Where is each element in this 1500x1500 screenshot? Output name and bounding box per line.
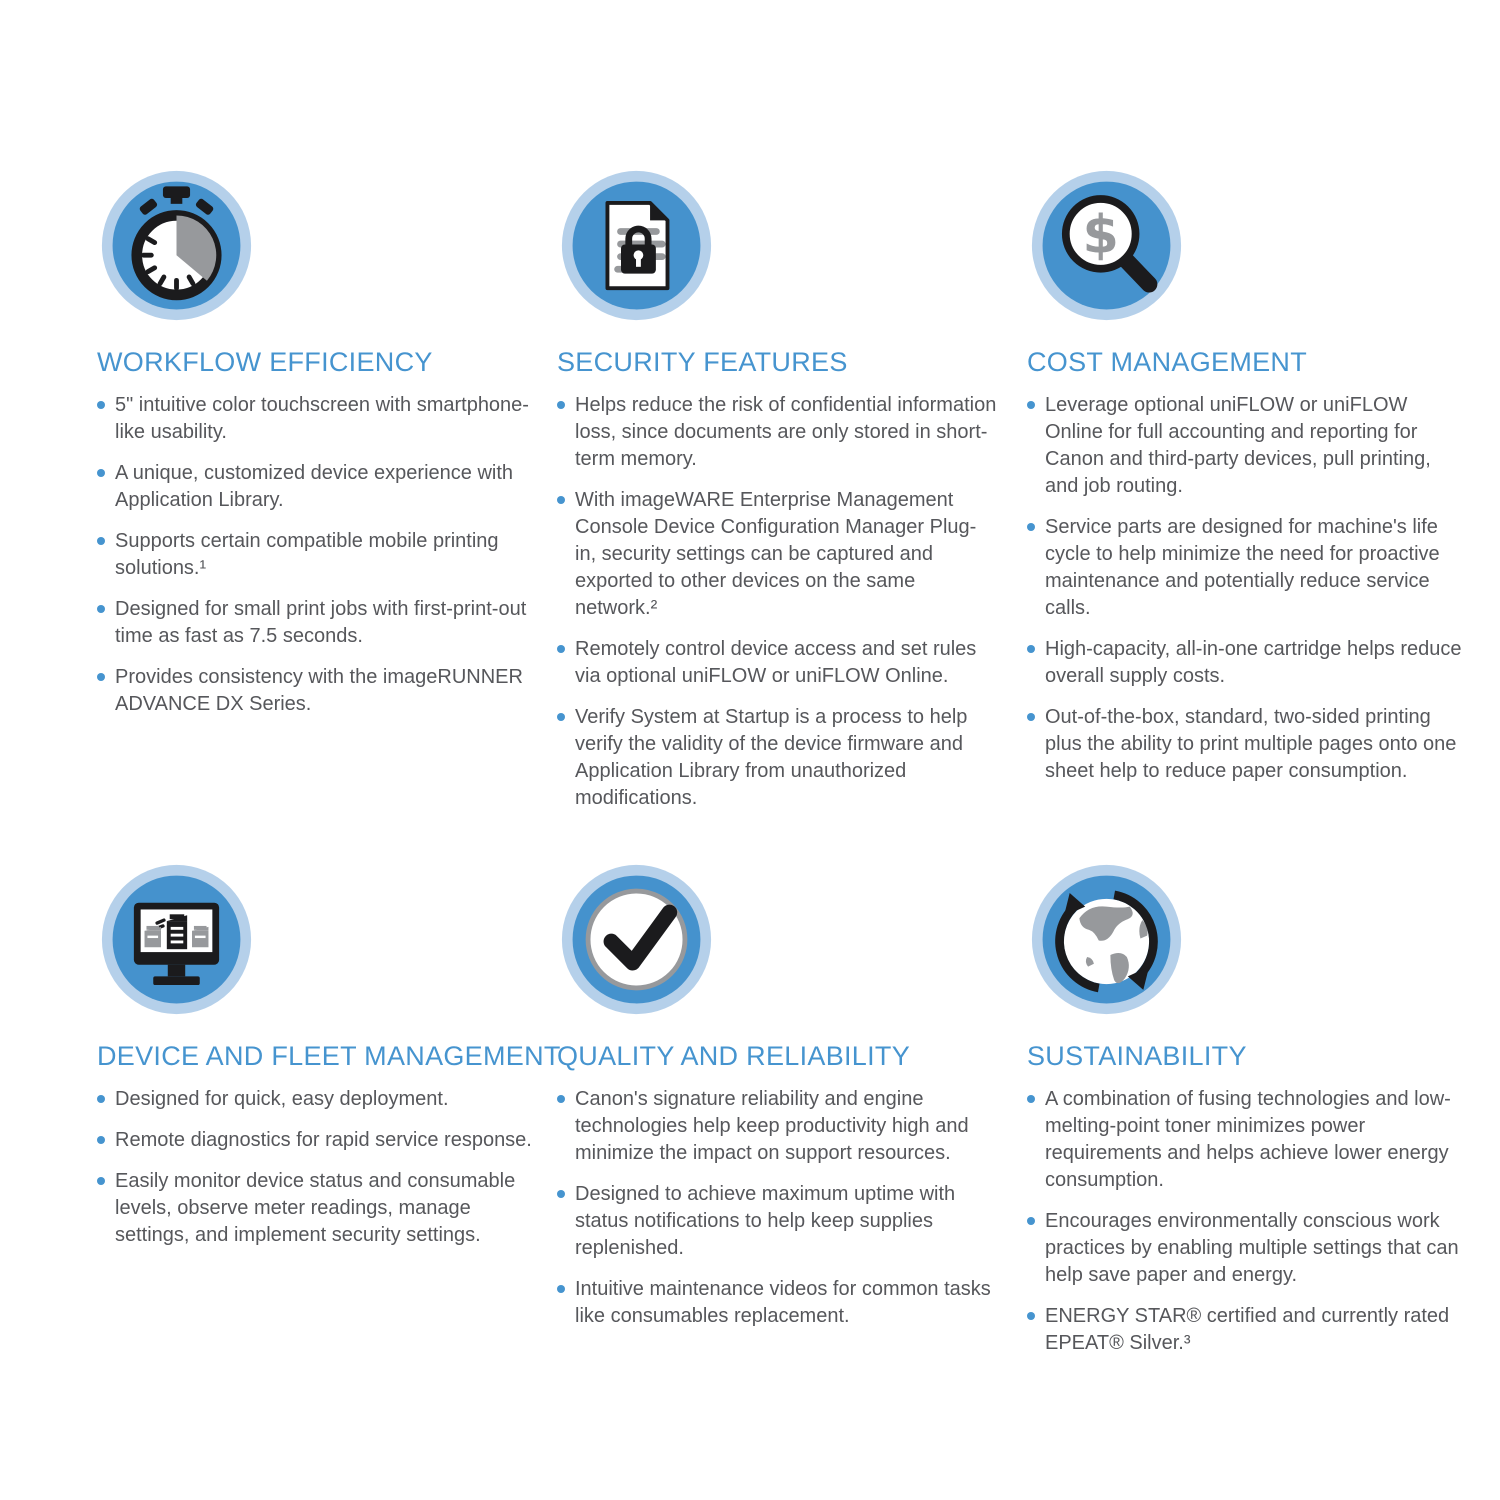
section-title: QUALITY AND RELIABILITY [557, 1041, 911, 1071]
bullet-dot [1027, 1312, 1035, 1320]
bullet-dot [557, 1095, 565, 1103]
bullet-dot [97, 673, 105, 681]
bullet-dot [1027, 401, 1035, 409]
bullet-dot [557, 713, 565, 721]
bullet-item: With imageWARE Enterprise Management Console Device Configuration Manager Plug-in, security settings can be captured and exported to other devices on the same network.² [557, 487, 997, 622]
bullet-dot [97, 401, 105, 409]
bullet-dot [97, 1095, 105, 1103]
bullet-list [97, 392, 537, 718]
bullet-dot [557, 401, 565, 409]
bullet-item: Intuitive maintenance videos for common tasks like consumables replacement. [557, 1276, 997, 1330]
document-lock-icon [559, 168, 714, 323]
bullet-item: Canon's signature reliability and engine technologies help keep productivity high and minimize the impact on support resources. [557, 1086, 997, 1167]
bullet-list [97, 1086, 537, 1249]
bullet-dot [1027, 523, 1035, 531]
bullet-dot [1027, 1095, 1035, 1103]
bullet-item: ENERGY STAR® certified and currently rated EPEAT® Silver.³ [1027, 1303, 1467, 1357]
bullet-dot [97, 537, 105, 545]
bullet-item: Easily monitor device status and consumable levels, observe meter readings, manage settings, and implement security settings. [97, 1168, 537, 1249]
bullet-item: Designed for quick, easy deployment. [97, 1086, 537, 1113]
section-title: COST MANAGEMENT [1027, 347, 1308, 377]
section-title: SECURITY FEATURES [557, 347, 848, 377]
magnifier-dollar-icon [1029, 168, 1184, 323]
bullet-item: Verify System at Startup is a process to help verify the validity of the device firmware and Application Library from unauthorized modifications. [557, 704, 997, 812]
globe-arrows-icon [1029, 862, 1184, 1017]
checkmark-icon [559, 862, 714, 1017]
bullet-list [1027, 392, 1467, 785]
bullet-item: A combination of fusing technologies and low-melting-point toner minimizes power requirements and helps achieve lower energy consumption. [1027, 1086, 1467, 1194]
section-quality-and-reliability [557, 862, 997, 1344]
bullet-item: Out-of-the-box, standard, two-sided printing plus the ability to print multiple pages onto one sheet help to reduce paper consumption. [1027, 704, 1467, 785]
section-device-and-fleet-management [97, 862, 561, 1263]
bullet-dot [1027, 645, 1035, 653]
section-sustainability [1027, 862, 1467, 1371]
section-title: SUSTAINABILITY [1027, 1041, 1247, 1071]
bullet-list [1027, 1086, 1467, 1357]
bullet-dot [557, 496, 565, 504]
bullet-dot [1027, 1217, 1035, 1225]
section-title: WORKFLOW EFFICIENCY [97, 347, 433, 377]
bullet-item: Helps reduce the risk of confidential information loss, since documents are only stored in short-term memory. [557, 392, 997, 473]
section-title: DEVICE AND FLEET MANAGEMENT [97, 1041, 561, 1071]
bullet-dot [97, 1177, 105, 1185]
bullet-dot [97, 469, 105, 477]
bullet-item: Encourages environmentally conscious work practices by enabling multiple settings that can help save paper and energy. [1027, 1208, 1467, 1289]
bullet-item: Designed to achieve maximum uptime with status notifications to help keep supplies replenished. [557, 1181, 997, 1262]
section-security-features [557, 168, 997, 826]
section-workflow-efficiency [97, 168, 537, 732]
bullet-item: Supports certain compatible mobile printing solutions.¹ [97, 528, 537, 582]
bullet-dot [557, 1190, 565, 1198]
bullet-dot [557, 1285, 565, 1293]
stopwatch-icon [99, 168, 254, 323]
bullet-dot [97, 605, 105, 613]
svg-text:$: $ [1082, 204, 1119, 266]
bullet-item: Provides consistency with the imageRUNNER ADVANCE DX Series. [97, 664, 537, 718]
bullet-item: Leverage optional uniFLOW or uniFLOW Online for full accounting and reporting for Canon and third-party devices, pull printing, and job routing. [1027, 392, 1467, 500]
bullet-item: Remotely control device access and set rules via optional uniFLOW or uniFLOW Online. [557, 636, 997, 690]
bullet-dot [1027, 713, 1035, 721]
fleet-monitor-icon [99, 862, 254, 1017]
bullet-list [557, 1086, 997, 1330]
section-cost-management [1027, 168, 1467, 799]
bullet-list [557, 392, 997, 812]
bullet-item: 5" intuitive color touchscreen with smartphone-like usability. [97, 392, 537, 446]
bullet-item: Remote diagnostics for rapid service response. [97, 1127, 537, 1154]
bullet-item: A unique, customized device experience with Application Library. [97, 460, 537, 514]
bullet-dot [97, 1136, 105, 1144]
bullet-dot [557, 645, 565, 653]
bullet-item: Designed for small print jobs with first-print-out time as fast as 7.5 seconds. [97, 596, 537, 650]
bullet-item: Service parts are designed for machine's life cycle to help minimize the need for proactive maintenance and potentially reduce service calls. [1027, 514, 1467, 622]
bullet-item: High-capacity, all-in-one cartridge helps reduce overall supply costs. [1027, 636, 1467, 690]
